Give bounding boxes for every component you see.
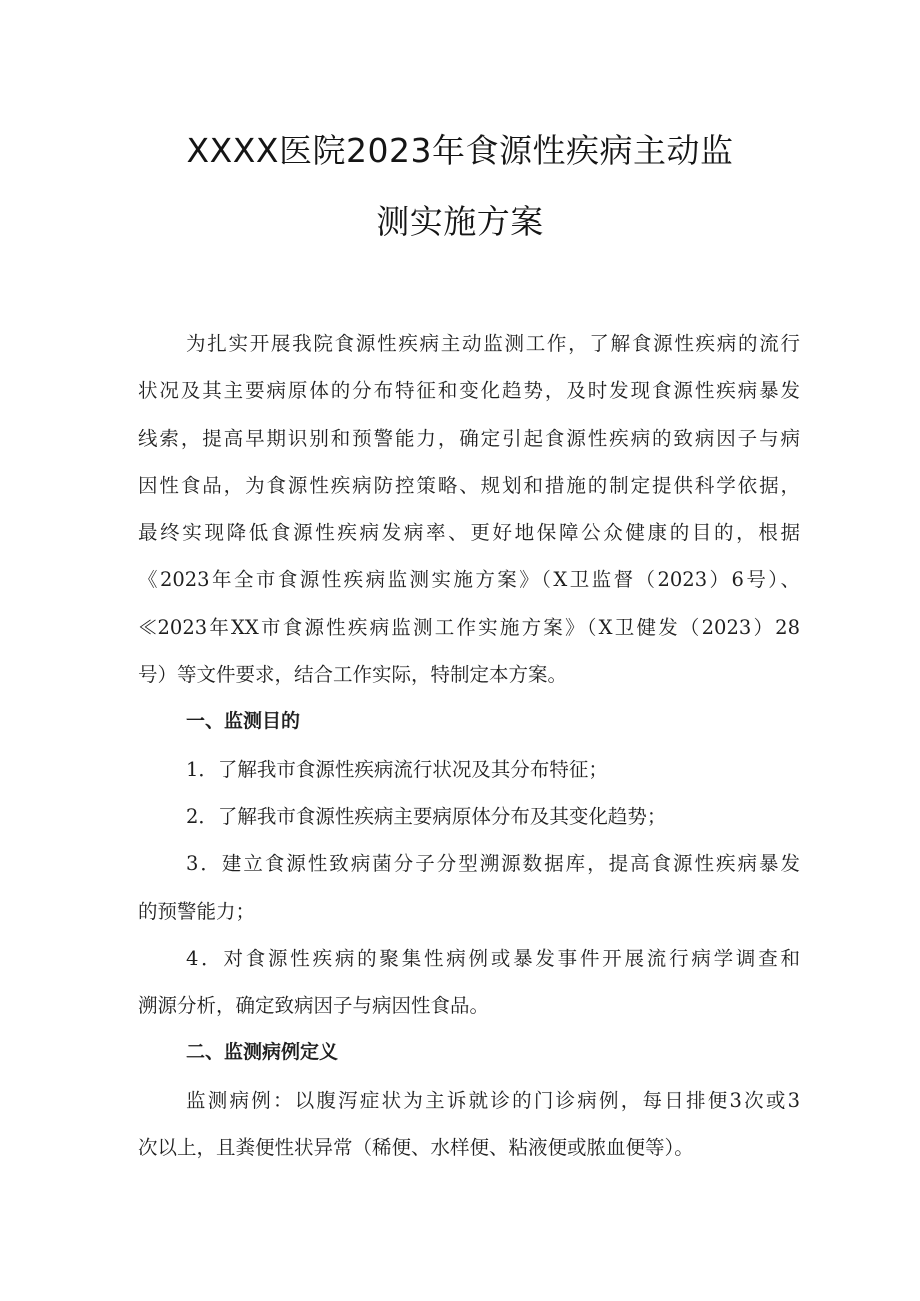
- paragraph-line: 最终实现降低食源性疾病发病率、更好地保障公众健康的目的，根据: [138, 521, 800, 545]
- intro-paragraph: [138, 320, 800, 698]
- list-item: 2．了解我市食源性疾病主要病原体分布及其变化趋势；: [186, 804, 667, 828]
- list-item-continuation: 溯源分析，确定致病因子与病因性食品。: [138, 994, 490, 1018]
- paragraph-line: 状况及其主要病原体的分布特征和变化趋势，及时发现食源性疾病暴发: [138, 379, 800, 403]
- document-title-line-2: 测实施方案: [376, 202, 544, 241]
- paragraph-line: ≪2023年XX市食源性疾病监测工作实施方案》（X卫健发（2023）28: [138, 615, 800, 639]
- paragraph-line: 因性食品，为食源性疾病防控策略、规划和措施的制定提供科学依据，: [138, 473, 800, 497]
- section-heading-monitoring-purpose: 一、监测目的: [186, 710, 301, 733]
- list-item-continuation: 的预警能力；: [138, 899, 256, 923]
- document-body: [138, 320, 800, 1171]
- paragraph-line: 号）等文件要求，结合工作实际，特制定本方案。: [138, 663, 568, 687]
- paragraph-line: 《2023年全市食源性疾病监测实施方案》（X卫监督（2023）6号）、: [138, 568, 800, 592]
- case-definition-paragraph: [138, 1077, 800, 1172]
- paragraph-line: 线索，提高早期识别和预警能力，确定引起食源性疾病的致病因子与病: [138, 426, 800, 450]
- list-item: 3．建立食源性致病菌分子分型溯源数据库，提高食源性疾病暴发: [186, 852, 800, 876]
- paragraph-line: 监测病例：以腹泻症状为主诉就诊的门诊病例，每日排便3次或3: [186, 1088, 800, 1112]
- list-item: 1．了解我市食源性疾病流行状况及其分布特征；: [186, 757, 608, 781]
- section-heading-case-definition: 二、监测病例定义: [186, 1041, 339, 1064]
- monitoring-purpose-list: [138, 746, 800, 1030]
- paragraph-line: 次以上，且粪便性状异常（稀便、水样便、粘液便或脓血便等）。: [138, 1136, 694, 1160]
- document-title-line-1: XXXX医院2023年食源性疾病主动监: [186, 131, 734, 170]
- paragraph-line: 为扎实开展我院食源性疾病主动监测工作，了解食源性疾病的流行: [186, 332, 800, 355]
- list-item: 4．对食源性疾病的聚集性病例或暴发事件开展流行病学调查和: [186, 946, 800, 970]
